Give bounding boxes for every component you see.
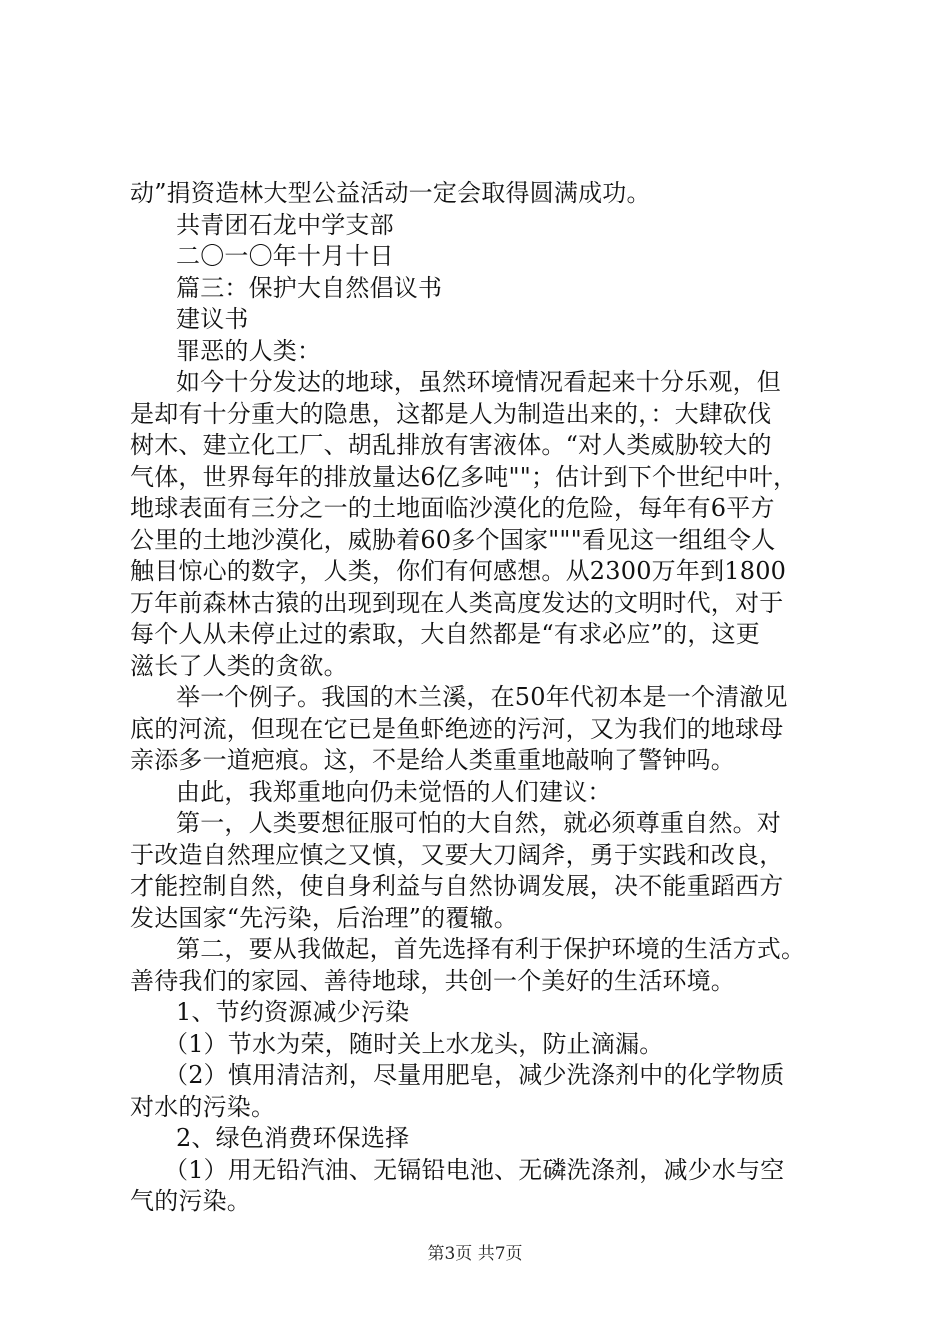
text-line: 万年前森林古猿的出现到现在人类高度发达的文明时代，对于 — [130, 588, 784, 617]
text-line: 第一，人类要想征服可怕的大自然，就必须尊重自然。对 — [176, 809, 781, 837]
text-line: 才能控制自然，使自身利益与自然协调发展，决不能重蹈西方 — [130, 872, 784, 900]
text-line: 触目惊心的数字，人类，你们有何感想。从2300万年到1800 — [130, 557, 787, 585]
text-line: 罪恶的人类： — [176, 336, 322, 365]
text-line: 发达国家“先污染，后治理”的覆辙。 — [130, 903, 518, 932]
text-line: （1）用无铅汽油、无镉铅电池、无磷洗涤剂，减少水与空 — [164, 1155, 785, 1184]
text-line: （2）慎用清洁剂，尽量用肥皂，减少洗涤剂中的化学物质 — [164, 1061, 785, 1089]
text-line: 第二，要从我做起，首先选择有利于保护环境的生活方式。 — [176, 935, 806, 963]
text-line: 每个人从未停止过的索取，大自然都是“有求必应”的，这更 — [130, 620, 760, 648]
text-line: （1）节水为荣，随时关上水龙头，防止滴漏。 — [164, 1029, 664, 1058]
text-line: 共青团石龙中学支部 — [176, 210, 394, 239]
text-line: 亲添多一道疤痕。这，不是给人类重重地敲响了警钟吗。 — [130, 746, 735, 774]
text-line: 对水的污染。 — [130, 1092, 276, 1121]
document-body — [130, 178, 840, 1218]
text-line: 滋长了人类的贪欲。 — [130, 651, 348, 680]
text-line: 1、节约资源减少污染 — [176, 998, 410, 1026]
text-line: 由此，我郑重地向仍未觉悟的人们建议： — [176, 777, 612, 806]
text-line: 篇三：保护大自然倡议书 — [176, 273, 443, 302]
text-line: 树木、建立化工厂、胡乱排放有害液体。“对人类威胁较大的 — [130, 431, 772, 459]
text-line: 于改造自然理应慎之又慎，又要大刀阔斧，勇于实践和改良， — [130, 840, 784, 869]
text-line: 如今十分发达的地球，虽然环境情况看起来十分乐观，但 — [176, 368, 781, 396]
text-line: 动”捐资造林大型公益活动一定会取得圆满成功。 — [130, 179, 651, 207]
text-line: 地球表面有三分之一的土地面临沙漠化的危险，每年有6平方 — [130, 494, 775, 522]
text-line: 底的河流，但现在它已是鱼虾绝迹的污河，又为我们的地球母 — [130, 714, 784, 743]
text-line: 举一个例子。我国的木兰溪，在50年代初本是一个清澈见 — [176, 683, 788, 711]
text-line: 二〇一〇年十月十日 — [176, 242, 394, 270]
text-line: 建议书 — [176, 305, 249, 333]
text-line: 气的污染。 — [130, 1187, 251, 1215]
text-line: 公里的土地沙漠化，威胁着60多个国家"""看见这一组组令人 — [130, 525, 776, 554]
page-footer: 第3页 共7页 — [427, 1244, 523, 1264]
text-line: 气体，世界每年的排放量达6亿多吨""；估计到下个世纪中叶， — [130, 462, 798, 491]
text-line: 2、绿色消费环保选择 — [176, 1124, 410, 1152]
text-line: 善待我们的家园、善待地球，共创一个美好的生活环境。 — [130, 966, 735, 995]
text-line: 是却有十分重大的隐患，这都是人为制造出来的，：大肆砍伐 — [130, 399, 772, 428]
